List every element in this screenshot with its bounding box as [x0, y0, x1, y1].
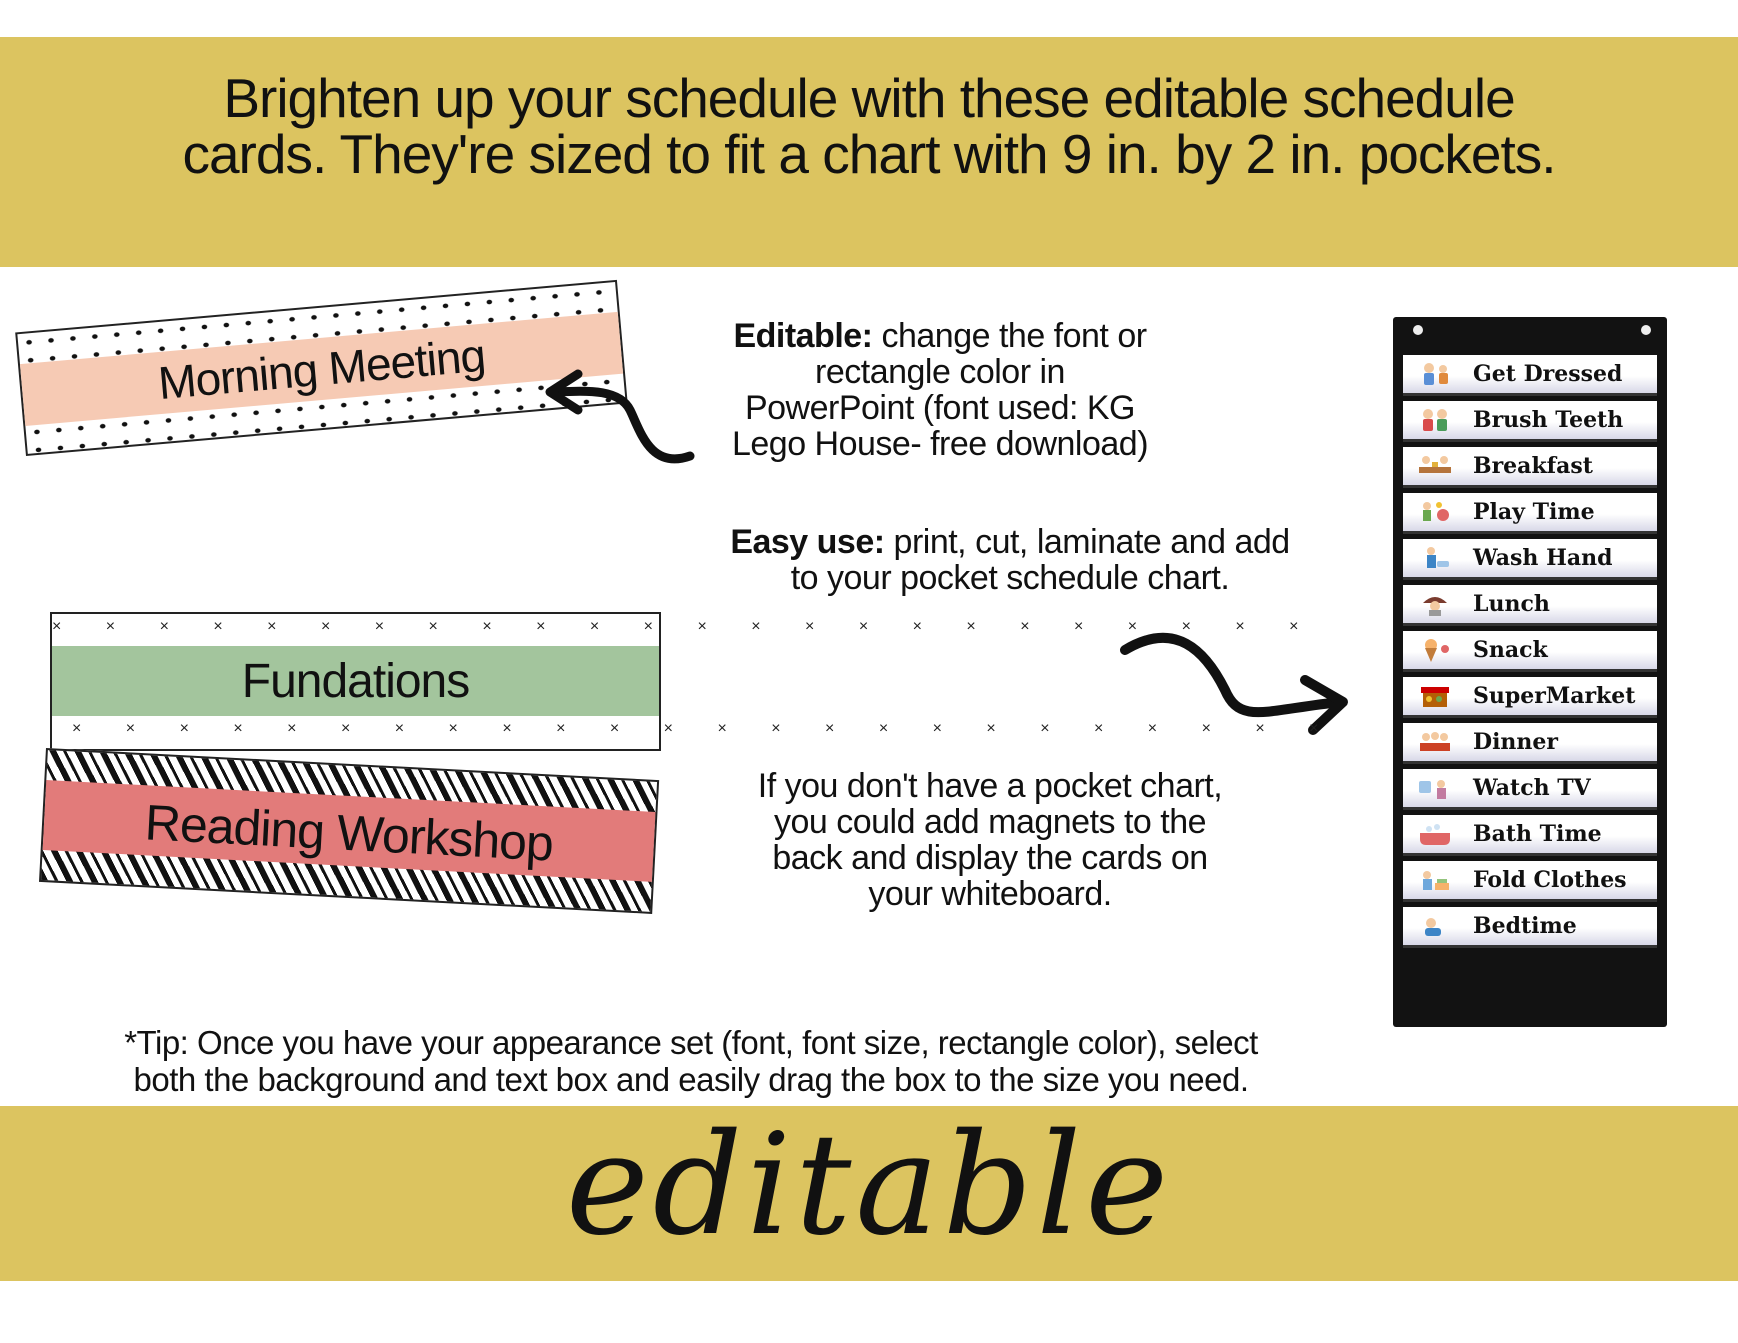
laundry-icon — [1417, 867, 1453, 893]
footer-band — [0, 1106, 1738, 1281]
tip-line-2: both the background and text box and easily drag the box to the size you need. — [133, 1061, 1249, 1098]
morning-meeting-label: Morning Meeting — [156, 328, 487, 410]
pocket-item — [1403, 585, 1657, 626]
pocket-item — [1403, 355, 1657, 396]
pocket-item-label: Lunch — [1473, 591, 1550, 617]
reading-workshop-label: Reading Workshop — [143, 794, 555, 872]
bathtub-icon — [1417, 821, 1453, 847]
sleeping-child-icon — [1417, 913, 1453, 939]
family-breakfast-icon — [1417, 453, 1453, 479]
header-band — [0, 37, 1738, 267]
market-stall-icon — [1417, 683, 1453, 709]
child-dressing-icon — [1417, 361, 1453, 387]
pocket-item — [1403, 677, 1657, 718]
child-washing-icon — [1417, 545, 1453, 571]
easy-use-note — [700, 524, 1320, 596]
pocket-item-label: Bath Time — [1473, 821, 1602, 847]
easy-use-line-2: to your pocket schedule chart. — [790, 559, 1230, 597]
editable-note — [660, 318, 1220, 462]
easy-use-label: Easy use: — [730, 523, 885, 561]
pocket-item-label: Wash Hand — [1473, 545, 1613, 571]
fundations-x-pattern-top: × × × × × × × × × × × × × × × × × × × × × × × × — [52, 618, 1319, 635]
pocket-item — [1403, 907, 1657, 948]
lunch-icon — [1417, 591, 1453, 617]
headline-line-2: cards. They're sized to fit a chart with 9 in. by 2 in. pockets. — [182, 123, 1556, 185]
pocket-item-label: Fold Clothes — [1473, 867, 1627, 893]
children-brushing-icon — [1417, 407, 1453, 433]
fundations-x-pattern-bottom: × × × × × × × × × × × × × × × × × × × × × × × × — [72, 720, 1339, 737]
pocket-chart-note-line-2: you could add magnets to the — [773, 803, 1207, 841]
grommet-left-icon — [1413, 325, 1423, 335]
tip-text — [16, 1024, 1366, 1098]
pocket-chart-note-line-4: your whiteboard. — [868, 875, 1112, 913]
pocket-item — [1403, 815, 1657, 856]
pocket-item-label: SuperMarket — [1473, 683, 1636, 709]
pocket-item-label: Brush Teeth — [1473, 407, 1624, 433]
editable-title: editable — [565, 1104, 1173, 1267]
pocket-item — [1403, 723, 1657, 764]
headline — [60, 67, 1678, 185]
tip-line-1: *Tip: Once you have your appearance set (font, font size, rectangle color), select — [124, 1024, 1258, 1061]
children-playing-icon — [1417, 499, 1453, 525]
pocket-item-label: Snack — [1473, 637, 1548, 663]
fundations-card — [50, 612, 1339, 751]
pocket-item-label: Bedtime — [1473, 913, 1577, 939]
editable-note-line-4: Lego House- free download) — [731, 425, 1149, 463]
pocket-chart-note-line-3: back and display the cards on — [772, 839, 1208, 877]
editable-note-line-3: PowerPoint (font used: KG — [744, 389, 1136, 427]
pocket-item-label: Get Dressed — [1473, 361, 1623, 387]
pocket-item — [1403, 493, 1657, 534]
pocket-chart-note — [700, 768, 1280, 912]
pocket-item-label: Dinner — [1473, 729, 1559, 755]
family-dinner-icon — [1417, 729, 1453, 755]
pocket-item — [1403, 631, 1657, 672]
ice-cream-icon — [1417, 637, 1453, 663]
headline-line-1: Brighten up your schedule with these editable schedule — [223, 67, 1515, 129]
pocket-item-label: Watch TV — [1473, 775, 1591, 801]
pocket-item — [1403, 401, 1657, 442]
editable-note-line-1: change the font or — [881, 317, 1147, 355]
easy-use-line-1: print, cut, laminate and add — [893, 523, 1290, 561]
pocket-item — [1403, 861, 1657, 902]
pocket-chart-note-line-1: If you don't have a pocket chart, — [757, 767, 1223, 805]
grommet-right-icon — [1641, 325, 1651, 335]
editable-note-label: Editable: — [733, 317, 873, 355]
pocket-item — [1403, 447, 1657, 488]
editable-note-line-2: rectangle color in — [815, 353, 1065, 391]
pocket-item — [1403, 539, 1657, 580]
reading-workshop-card — [39, 748, 659, 914]
morning-meeting-card — [15, 280, 628, 456]
fundations-label: Fundations — [241, 655, 470, 708]
pocket-item-label: Play Time — [1473, 499, 1595, 525]
pocket-item-label: Breakfast — [1473, 453, 1593, 479]
pocket-chart — [1393, 317, 1667, 1027]
curved-arrow-left-icon — [540, 370, 710, 470]
tv-icon — [1417, 775, 1453, 801]
pocket-item — [1403, 769, 1657, 810]
